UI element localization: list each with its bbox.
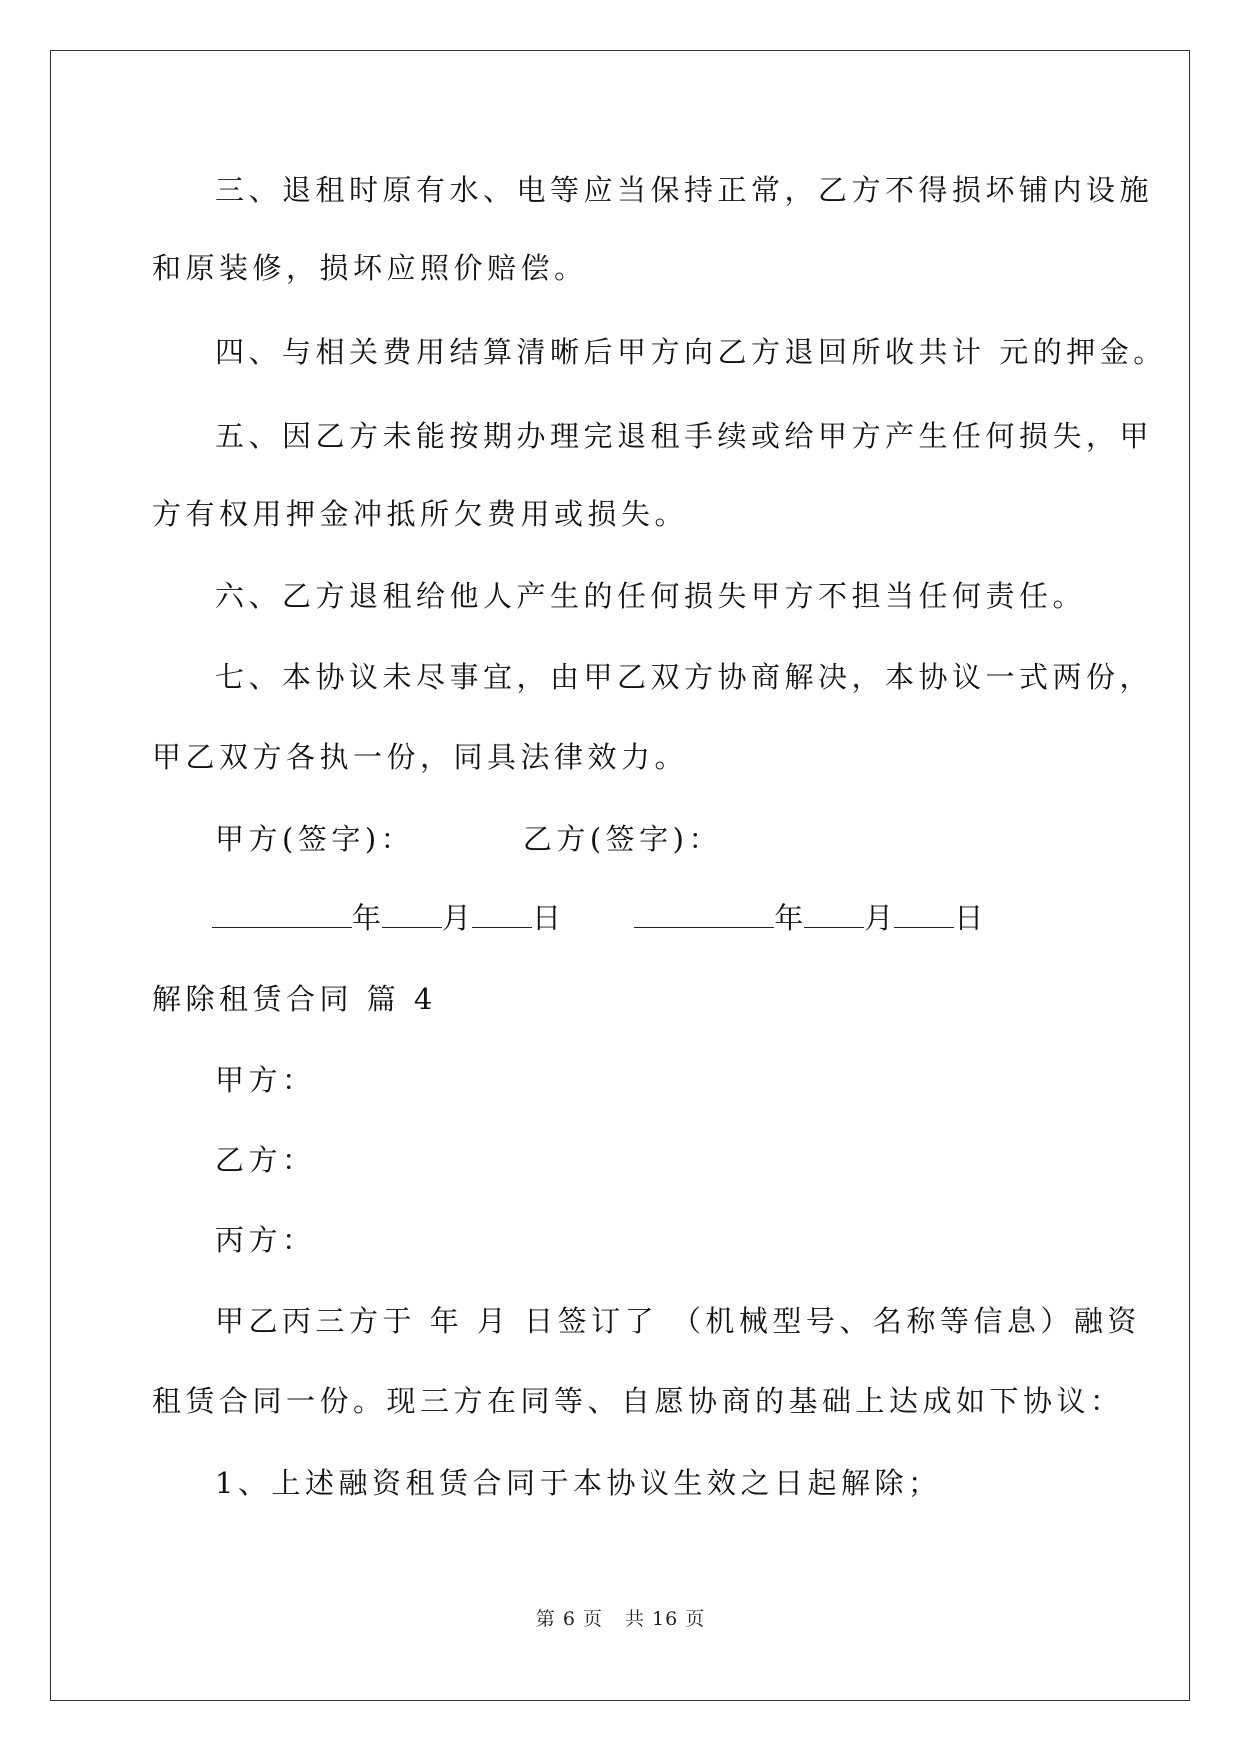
paragraph-6: 六、乙方退租给他人产生的任何损失甲方不担当任何责任。 (215, 579, 1087, 613)
month-blank (382, 901, 442, 928)
month-label: 月 (864, 901, 895, 935)
party-a-signature-label: 甲方(签字)： (215, 822, 415, 856)
day-blank (894, 901, 954, 928)
paragraph-3-line-2: 和原装修，损坏应照价赔偿。 (152, 251, 588, 285)
paragraph-5-line-2: 方有权用押金冲抵所欠费用或损失。 (152, 497, 689, 531)
day-label: 日 (954, 901, 985, 935)
party-c-label: 丙方： (215, 1223, 316, 1257)
day-label: 日 (532, 901, 563, 935)
party-b-signature-label: 乙方(签字)： (522, 822, 722, 856)
paragraph-4: 四、与相关费用结算清晰后甲方向乙方退回所收共计 元的押金。 (215, 335, 1167, 369)
item-1: 1、上述融资租赁合同于本协议生效之日起解除； (215, 1466, 942, 1500)
signature-row (215, 821, 722, 857)
section-heading: 解除租赁合同 篇 4 (152, 982, 437, 1016)
party-b-label: 乙方： (215, 1143, 316, 1177)
year-label: 年 (774, 901, 805, 935)
page-total: 共 16 页 (624, 1608, 706, 1630)
month-blank (804, 901, 864, 928)
intro-line-1: 甲乙丙三方于 年 月 日签订了 （机械型号、名称等信息）融资 (215, 1304, 1141, 1338)
intro-line-2: 租赁合同一份。现三方在同等、自愿协商的基础上达成如下协议： (152, 1384, 1124, 1418)
day-blank (472, 901, 532, 928)
page-footer (0, 1604, 1241, 1631)
year-blank (212, 901, 352, 928)
paragraph-7-line-2: 甲乙双方各执一份，同具法律效力。 (152, 740, 689, 774)
paragraph-5-line-1: 五、因乙方未能按期办理完退租手续或给甲方产生任何损失，甲 (215, 419, 1154, 453)
party-b-date (634, 900, 984, 936)
party-a-date (212, 900, 562, 936)
page-number: 第 6 页 (535, 1608, 603, 1630)
month-label: 月 (442, 901, 473, 935)
paragraph-7-line-1: 七、本协议未尽事宜，由甲乙双方协商解决，本协议一式两份， (215, 660, 1154, 694)
page-border (50, 50, 1190, 1701)
paragraph-3-line-1: 三、退租时原有水、电等应当保持正常，乙方不得损坏铺内设施 (215, 173, 1154, 207)
year-label: 年 (352, 901, 383, 935)
year-blank (634, 901, 774, 928)
signature-date-row (212, 900, 984, 936)
party-a-label: 甲方： (215, 1063, 316, 1097)
